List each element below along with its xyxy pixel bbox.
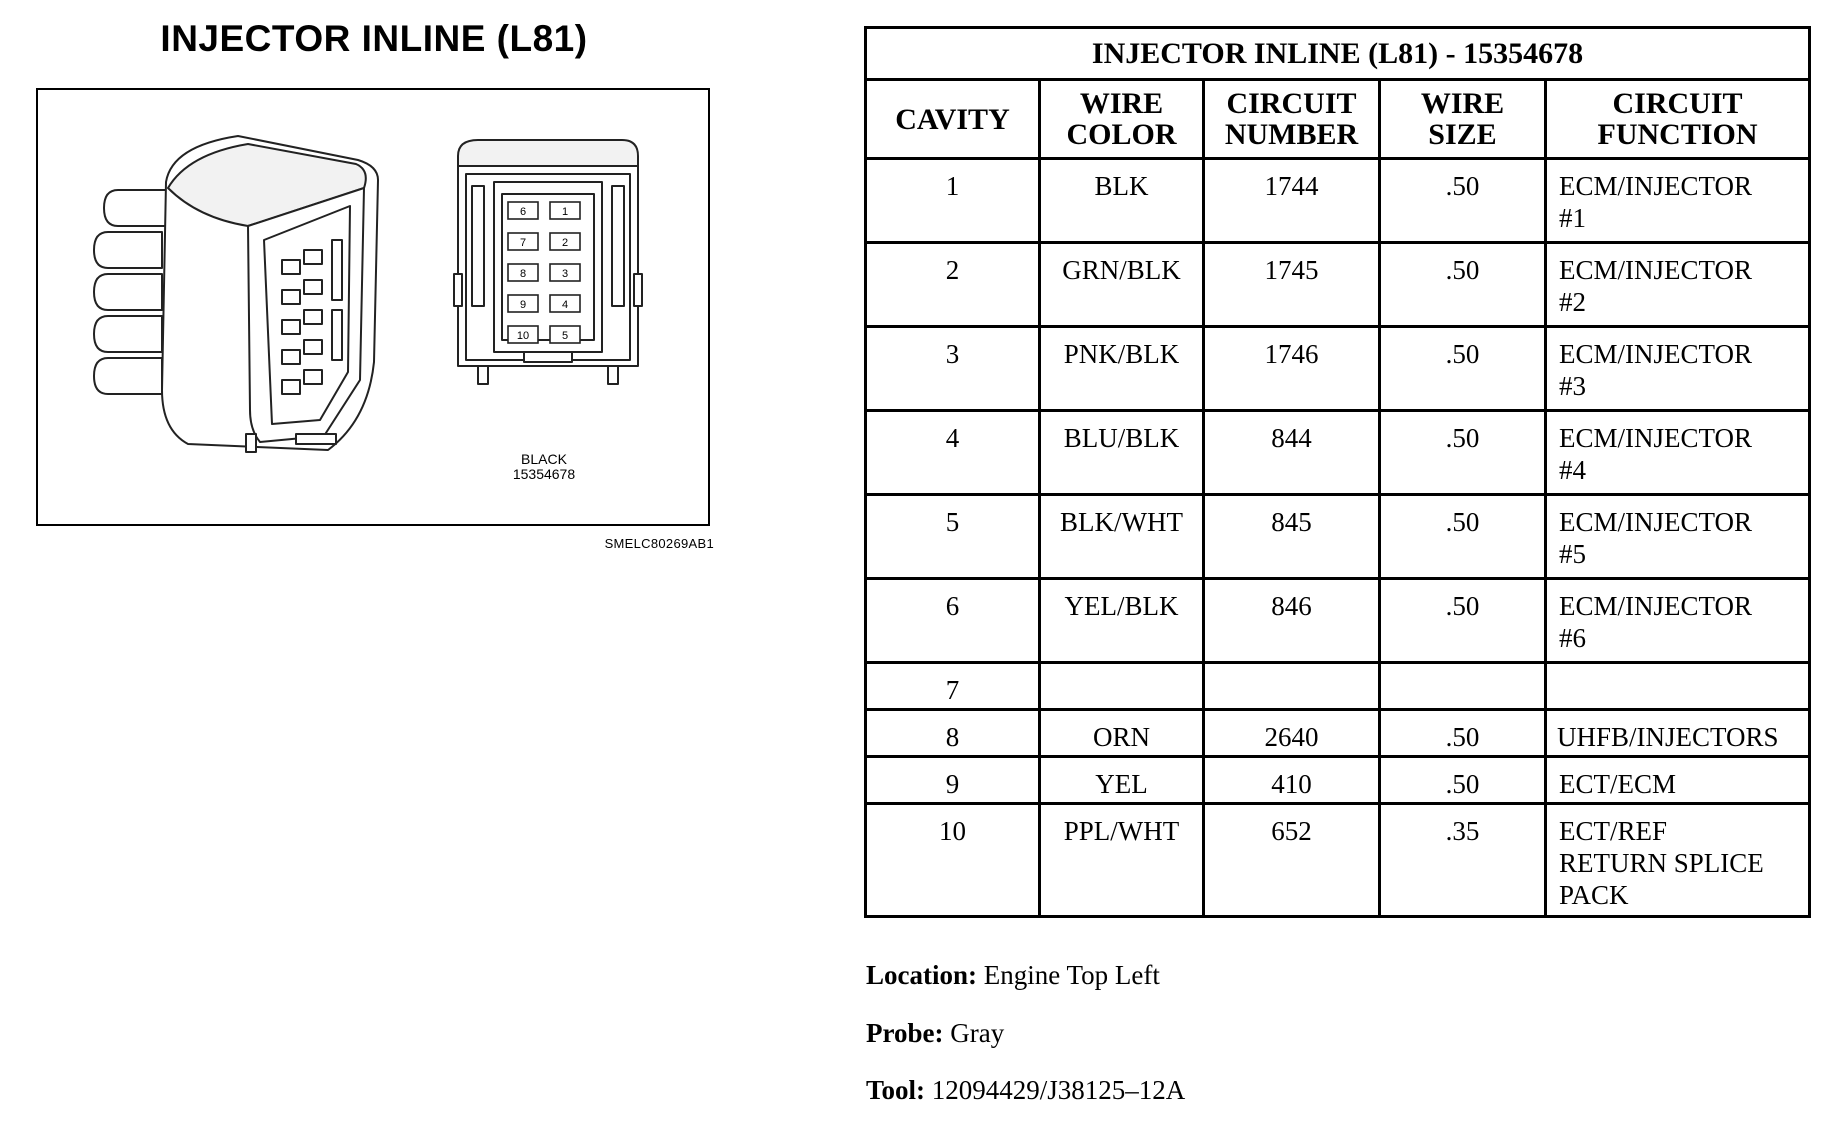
cell-wire-size: .50 [1380, 579, 1546, 663]
table-row [866, 663, 1810, 710]
connector-figure [36, 88, 710, 526]
cell-circuit-function: ECM/INJECTOR #6 [1546, 579, 1810, 663]
cell-circuit-number: 2640 [1204, 710, 1380, 757]
probe-value: Gray [950, 1018, 1005, 1048]
cavity-label: 4 [561, 299, 569, 311]
cell-cavity: 1 [866, 159, 1040, 243]
col-header-wire-size: WIRE SIZE [1380, 80, 1546, 159]
cell-wire-color: YEL [1040, 757, 1204, 804]
header-row [866, 80, 1810, 159]
cell-wire-size: .50 [1380, 159, 1546, 243]
cell-wire-color: YEL/BLK [1040, 579, 1204, 663]
table-row [866, 495, 1810, 579]
cell-circuit-function: ECM/INJECTOR #1 [1546, 159, 1810, 243]
cell-circuit-number [1204, 663, 1380, 710]
table-row [866, 159, 1810, 243]
cell-circuit-function [1546, 663, 1810, 710]
cell-circuit-number: 1746 [1204, 327, 1380, 411]
wire-boot [104, 190, 168, 226]
tool-value: 12094429/J38125–12A [931, 1075, 1186, 1105]
cell-cavity: 10 [866, 804, 1040, 917]
col-header-cavity: CAVITY [866, 80, 1040, 159]
cell-wire-color: GRN/BLK [1040, 243, 1204, 327]
col-header-wire-color: WIRE COLOR [1040, 80, 1204, 159]
cell-wire-color: PPL/WHT [1040, 804, 1204, 917]
cell-circuit-number: 1744 [1204, 159, 1380, 243]
cell-cavity: 2 [866, 243, 1040, 327]
cell-wire-color [1040, 663, 1204, 710]
cell-circuit-function: ECM/INJECTOR #3 [1546, 327, 1810, 411]
col-header-circuit-number: CIRCUIT NUMBER [1204, 80, 1380, 159]
cavity-label: 10 [516, 330, 530, 342]
connector-drawing [38, 90, 708, 524]
wire-boot [94, 316, 162, 352]
cell-circuit-number: 1745 [1204, 243, 1380, 327]
cell-circuit-function: ECM/INJECTOR #4 [1546, 411, 1810, 495]
table-row [866, 710, 1810, 757]
cavity-label: 6 [519, 206, 527, 218]
cell-wire-size: .50 [1380, 411, 1546, 495]
wire-boot [94, 232, 162, 268]
tool-line [866, 1075, 1185, 1106]
cell-circuit-function: ECM/INJECTOR #2 [1546, 243, 1810, 327]
cell-wire-size: .35 [1380, 804, 1546, 917]
cavity-label: 2 [561, 237, 569, 249]
table-row [866, 243, 1810, 327]
cell-wire-color: BLU/BLK [1040, 411, 1204, 495]
cell-wire-size [1380, 663, 1546, 710]
location-value: Engine Top Left [983, 960, 1160, 990]
location-label: Location: [866, 960, 977, 990]
connector-label [494, 452, 594, 482]
cell-cavity: 4 [866, 411, 1040, 495]
cell-cavity: 5 [866, 495, 1040, 579]
cell-wire-size: .50 [1380, 243, 1546, 327]
cell-wire-color: PNK/BLK [1040, 327, 1204, 411]
cell-circuit-function: ECM/INJECTOR #5 [1546, 495, 1810, 579]
cell-cavity: 6 [866, 579, 1040, 663]
cell-circuit-number: 410 [1204, 757, 1380, 804]
cell-circuit-function: ECT/ECM [1546, 757, 1810, 804]
table-title: INJECTOR INLINE (L81) - 15354678 [866, 28, 1810, 80]
cell-cavity: 7 [866, 663, 1040, 710]
cell-wire-color: BLK/WHT [1040, 495, 1204, 579]
cell-wire-size: .50 [1380, 757, 1546, 804]
probe-line [866, 1018, 1004, 1049]
cavity-label: 8 [519, 268, 527, 280]
cavity-label: 1 [561, 206, 569, 218]
cell-cavity: 9 [866, 757, 1040, 804]
location-line [866, 960, 1160, 991]
cell-circuit-number: 652 [1204, 804, 1380, 917]
connector-color: BLACK [521, 451, 567, 467]
cell-circuit-function: UHFB/INJECTORS [1546, 710, 1810, 757]
cell-cavity: 3 [866, 327, 1040, 411]
cell-wire-size: .50 [1380, 495, 1546, 579]
cell-wire-color: ORN [1040, 710, 1204, 757]
probe-label: Probe: [866, 1018, 944, 1048]
table-row [866, 579, 1810, 663]
table-row [866, 804, 1810, 917]
wire-boot [94, 274, 162, 310]
col-header-circuit-function: CIRCUIT FUNCTION [1546, 80, 1810, 159]
cell-circuit-number: 845 [1204, 495, 1380, 579]
tool-label: Tool: [866, 1075, 926, 1105]
cavity-label: 9 [519, 299, 527, 311]
cavity-label: 7 [519, 237, 527, 249]
cell-circuit-function: ECT/REF RETURN SPLICE PACK [1546, 804, 1810, 917]
cell-circuit-number: 846 [1204, 579, 1380, 663]
cavity-label: 3 [561, 268, 569, 280]
wire-boot [94, 358, 162, 394]
table-row [866, 411, 1810, 495]
cell-wire-size: .50 [1380, 710, 1546, 757]
table-row [866, 327, 1810, 411]
pinout-table [864, 26, 1811, 918]
cell-cavity: 8 [866, 710, 1040, 757]
cell-wire-color: BLK [1040, 159, 1204, 243]
cavity-label: 5 [561, 330, 569, 342]
connector-part-number: 15354678 [512, 466, 576, 482]
cell-wire-size: .50 [1380, 327, 1546, 411]
cell-circuit-number: 844 [1204, 411, 1380, 495]
figure-title: INJECTOR INLINE (L81) [160, 18, 588, 59]
figure-code: SMELC80269AB1 [604, 536, 714, 551]
table-row [866, 757, 1810, 804]
